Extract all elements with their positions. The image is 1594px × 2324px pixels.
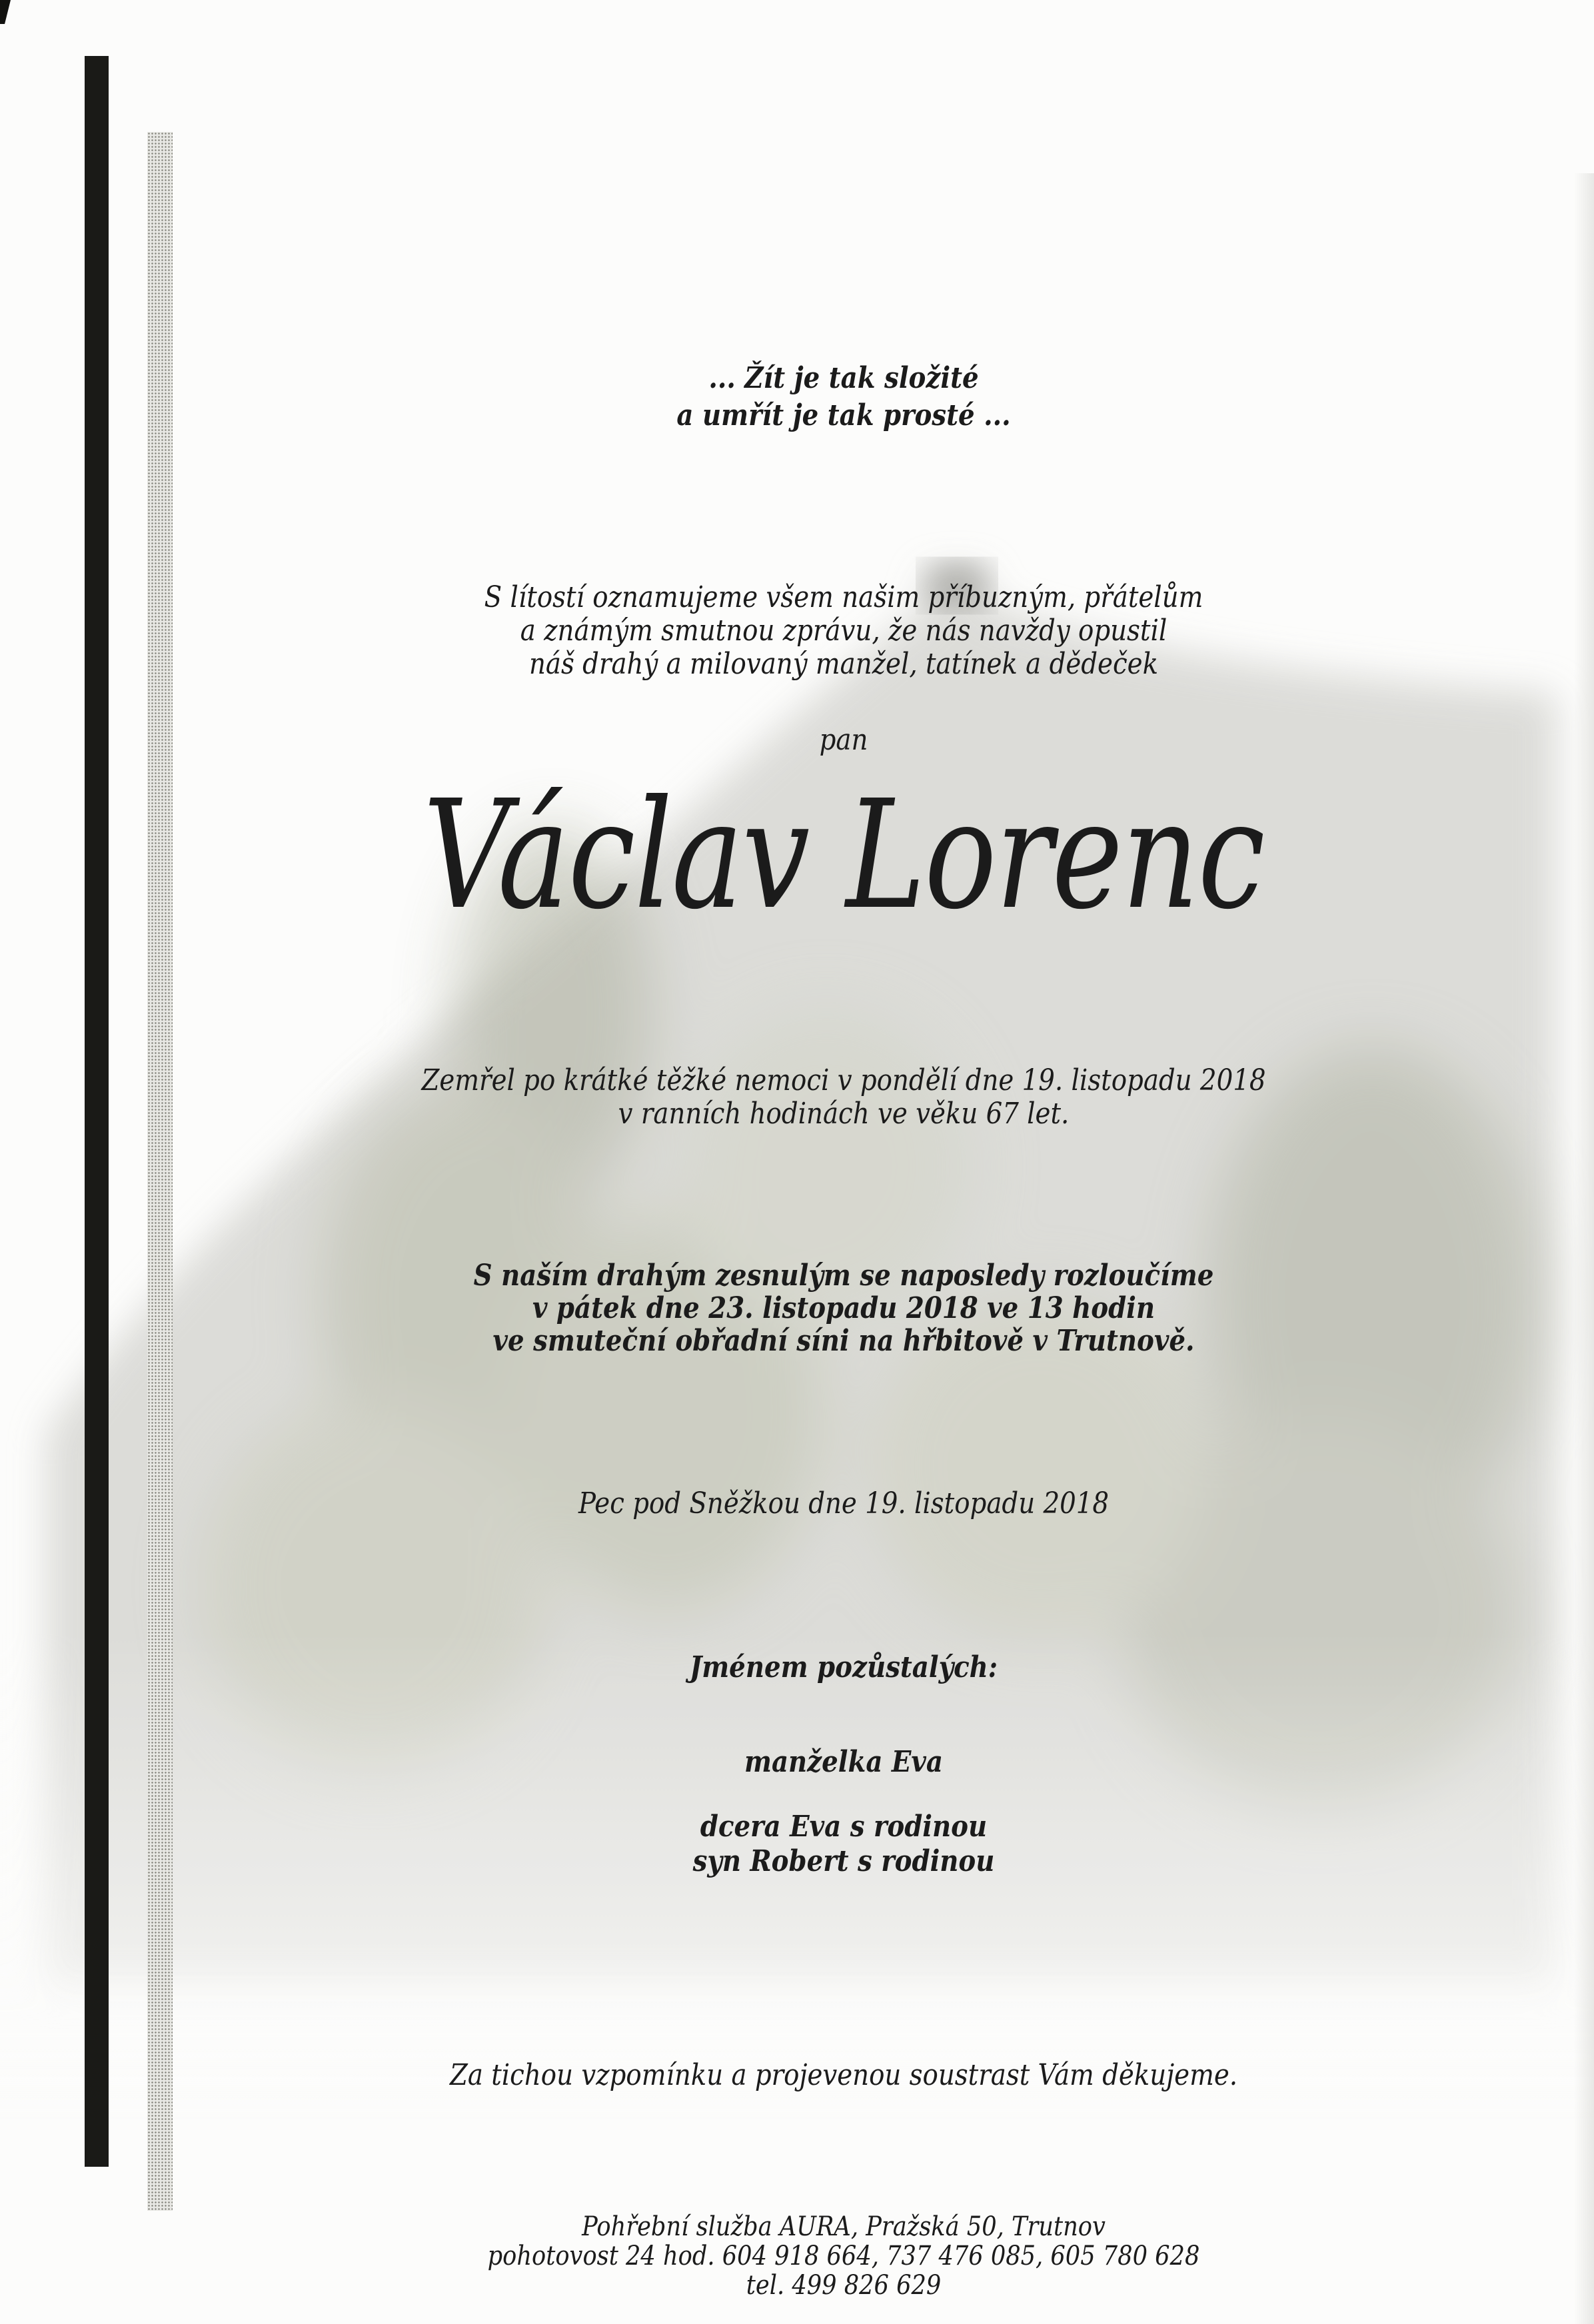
motto xyxy=(183,360,1504,434)
funeral-home-address: Pohřební služba AURA, Pražská 50, Trutnov xyxy=(582,2211,1106,2242)
thanks-note: Za tichou vzpomínku a projevenou soustrast Vám děkujeme. xyxy=(449,2058,1238,2092)
survivor-son: syn Robert s rodinou xyxy=(692,1844,995,1878)
farewell-line2: v pátek dne 23. listopadu 2018 ve 13 hodin xyxy=(532,1291,1156,1325)
place-date: Pec pod Sněžkou dne 19. listopadu 2018 xyxy=(578,1486,1109,1520)
announcement xyxy=(183,581,1504,681)
announcement-line3: náš drahý a milovaný manžel, tatínek a dědeček xyxy=(528,647,1159,681)
scan-edge-shadow xyxy=(1574,173,1594,2324)
halftone-bar xyxy=(147,132,173,2211)
motto-line1: ... Žít je tak složité xyxy=(708,361,979,395)
survivors-heading: Jménem pozůstalých: xyxy=(689,1650,998,1684)
motto-line2: a umřít je tak prosté ... xyxy=(676,398,1011,432)
funeral-home-phone: tel. 499 826 629 xyxy=(746,2270,942,2301)
deceased-name: Václav Lorenc xyxy=(423,768,1264,943)
death-line1: Zemřel po krátké těžké nemoci v pondělí dne 19. listopadu 2018 xyxy=(421,1063,1266,1097)
announcement-line2: a známým smutnou zprávu, že nás navždy opustil xyxy=(520,614,1168,648)
farewell-line3: ve smuteční obřadní síni na hřbitově v Trutnově. xyxy=(492,1324,1195,1358)
black-bar xyxy=(85,56,109,2167)
survivor-daughter: dcera Eva s rodinou xyxy=(700,1810,988,1844)
death-info xyxy=(183,1064,1504,1131)
death-line2: v ranních hodinách ve věku 67 let. xyxy=(618,1097,1070,1131)
farewell-info xyxy=(183,1259,1504,1357)
survivor-children xyxy=(183,1810,1504,1879)
farewell-line1: S naším drahým zesnulým se naposledy rozloučíme xyxy=(473,1259,1214,1293)
announcement-line1: S lítostí oznamujeme všem našim příbuzným, přátelům xyxy=(484,580,1203,614)
title-prefix: pan xyxy=(819,723,868,757)
survivor-spouse: manželka Eva xyxy=(744,1745,944,1779)
funeral-home-info xyxy=(183,2212,1504,2300)
funeral-home-emergency-phones: pohotovost 24 hod. 604 918 664, 737 476 085, 605 780 628 xyxy=(487,2241,1200,2271)
